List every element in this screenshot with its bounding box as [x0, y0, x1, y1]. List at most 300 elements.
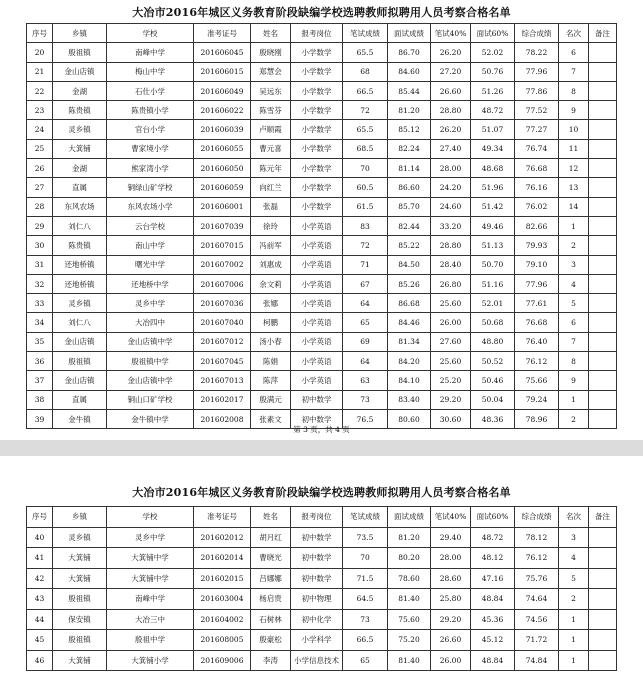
table-cell: 50.70 [471, 255, 515, 274]
table-cell: 还地桥中学 [107, 274, 194, 293]
column-header: 综合成绩 [515, 24, 559, 43]
table-cell: 51.13 [471, 236, 515, 255]
table-cell: 5 [559, 294, 589, 313]
table-cell: 82.24 [388, 139, 431, 158]
table-cell: 25.20 [431, 371, 471, 390]
table-cell: 南山中学 [107, 236, 194, 255]
table-row [27, 101, 617, 120]
table-cell: 柯鹏 [251, 313, 291, 332]
table-cell: 48.72 [471, 101, 515, 120]
table-cell: 1 [559, 630, 589, 651]
table-cell: 小学数学 [291, 62, 343, 81]
table-row [27, 390, 617, 409]
table-cell: 28 [27, 197, 53, 216]
table-cell [589, 236, 617, 255]
table-cell: 小学数学 [291, 197, 343, 216]
table-row [27, 62, 617, 81]
table-cell: 63 [343, 371, 388, 390]
table-cell: 26.60 [431, 81, 471, 100]
table-cell: 金牛镇 [53, 409, 107, 428]
column-header: 备注 [589, 24, 617, 43]
table-cell: 82.44 [388, 216, 431, 235]
table-cell: 49.34 [471, 139, 515, 158]
table-row [27, 216, 617, 235]
table-cell [589, 43, 617, 62]
table-row [27, 589, 617, 610]
page-separator [0, 440, 643, 456]
table-cell: 48.80 [471, 332, 515, 351]
table-cell: 72 [343, 101, 388, 120]
table-cell: 直属 [53, 178, 107, 197]
table-cell: 初中物理 [291, 589, 343, 610]
table-cell: 卢顺霞 [251, 120, 291, 139]
table-cell: 201606045 [194, 43, 251, 62]
table-cell: 初中数学 [291, 548, 343, 569]
column-header: 报考岗位 [291, 24, 343, 43]
table-cell: 灵乡中学 [107, 527, 194, 548]
table-cell: 26.80 [431, 274, 471, 293]
table-cell: 25.80 [431, 589, 471, 610]
table-cell: 77.96 [515, 274, 559, 293]
table-cell: 大箕铺 [53, 548, 107, 569]
table-cell: 30.60 [431, 409, 471, 428]
table-cell: 201604002 [194, 609, 251, 630]
column-header: 笔试40% [431, 24, 471, 43]
table-cell: 29.20 [431, 390, 471, 409]
table-cell: 82.66 [515, 216, 559, 235]
table-cell: 71 [343, 255, 388, 274]
table-cell: 65.5 [343, 120, 388, 139]
table-cell: 张娜 [251, 294, 291, 313]
table-cell: 殷祖镇 [53, 43, 107, 62]
table-cell: 47.16 [471, 568, 515, 589]
table-cell: 胡月红 [251, 527, 291, 548]
table-cell: 小学数学 [291, 81, 343, 100]
table-cell: 33 [27, 294, 53, 313]
table-cell: 29.40 [431, 527, 471, 548]
table-cell: 23 [27, 101, 53, 120]
table-row [27, 197, 617, 216]
table-cell [589, 568, 617, 589]
table-cell [589, 352, 617, 371]
table-cell: 81.20 [388, 101, 431, 120]
table-cell: 201607013 [194, 371, 251, 390]
table-cell: 60.5 [343, 178, 388, 197]
table-cell: 45.12 [471, 630, 515, 651]
column-header: 面试60% [471, 507, 515, 528]
table-cell: 刘惠成 [251, 255, 291, 274]
table-cell: 76.12 [515, 548, 559, 569]
table-cell: 75.76 [515, 568, 559, 589]
table-cell: 41 [27, 548, 53, 569]
table-cell: 28.40 [431, 255, 471, 274]
table-cell: 28.80 [431, 101, 471, 120]
table-header-row [27, 507, 617, 528]
table-row [27, 159, 617, 178]
table-cell: 小学英语 [291, 294, 343, 313]
table-cell: 大冶三中 [107, 609, 194, 630]
table-cell: 杨启贵 [251, 589, 291, 610]
table-cell: 201607015 [194, 236, 251, 255]
table-cell: 201607040 [194, 313, 251, 332]
table-cell: 小学英语 [291, 255, 343, 274]
table-cell: 6 [559, 43, 589, 62]
table-cell: 殷祖镇 [53, 352, 107, 371]
table-cell: 2 [559, 236, 589, 255]
table-cell: 1 [559, 216, 589, 235]
column-header: 笔试成绩 [343, 24, 388, 43]
table-cell: 75.20 [388, 630, 431, 651]
table-cell: 27 [27, 178, 53, 197]
table-cell: 50.68 [471, 313, 515, 332]
table-cell: 10 [559, 120, 589, 139]
table-cell: 南峰中学 [107, 43, 194, 62]
table-row [27, 332, 617, 351]
table-cell: 大箕铺 [53, 568, 107, 589]
table-cell: 曙光中学 [107, 255, 194, 274]
table-cell: 徐玲 [251, 216, 291, 235]
table-cell: 65 [343, 313, 388, 332]
table-cell: 29.20 [431, 609, 471, 630]
table-cell: 52.02 [471, 43, 515, 62]
table-cell: 大冶四中 [107, 313, 194, 332]
table-cell: 51.07 [471, 120, 515, 139]
column-header: 名次 [559, 507, 589, 528]
column-header: 面试成绩 [388, 507, 431, 528]
table-cell: 大箕铺 [53, 650, 107, 671]
table-cell: 36 [27, 352, 53, 371]
table-cell: 76.02 [515, 197, 559, 216]
table-cell: 大箕铺小学 [107, 650, 194, 671]
table-cell: 35 [27, 332, 53, 351]
table-cell: 75.60 [388, 609, 431, 630]
table-cell: 48.84 [471, 650, 515, 671]
table-cell: 74.56 [515, 609, 559, 630]
table-cell: 201607006 [194, 274, 251, 293]
table-cell: 汤小春 [251, 332, 291, 351]
table-row [27, 568, 617, 589]
table-cell: 曹元喜 [251, 139, 291, 158]
table-cell [589, 159, 617, 178]
table-cell: 曹晓光 [251, 548, 291, 569]
table-cell: 南峰中学 [107, 589, 194, 610]
table-cell: 86.60 [388, 178, 431, 197]
table-cell: 78.12 [515, 527, 559, 548]
column-header: 备注 [589, 507, 617, 528]
table-cell: 陈贵镇 [53, 101, 107, 120]
table-cell: 201606055 [194, 139, 251, 158]
table-cell: 84.20 [388, 352, 431, 371]
table-cell: 曹家境小学 [107, 139, 194, 158]
table-cell: 83 [343, 216, 388, 235]
table-cell: 吕娜娜 [251, 568, 291, 589]
table-cell: 79.93 [515, 236, 559, 255]
table-cell: 26.00 [431, 650, 471, 671]
table-cell: 25.60 [431, 294, 471, 313]
table-cell: 37 [27, 371, 53, 390]
table-cell: 小学英语 [291, 216, 343, 235]
table-cell: 85.70 [388, 197, 431, 216]
table-cell: 69 [343, 332, 388, 351]
table-cell: 86.70 [388, 43, 431, 62]
column-header: 学校 [107, 507, 194, 528]
table-cell: 24 [27, 120, 53, 139]
page-title: 大冶市2016年城区义务教育阶段缺编学校选聘教师拟聘用人员考察合格名单 [132, 6, 511, 19]
table-cell: 金牛镇中学 [107, 409, 194, 428]
table-cell [589, 527, 617, 548]
table-cell: 64.5 [343, 589, 388, 610]
table-cell: 7 [559, 62, 589, 81]
table-cell [589, 548, 617, 569]
table-cell: 陈雪芬 [251, 101, 291, 120]
table-cell: 76.12 [515, 352, 559, 371]
table-cell: 2 [559, 409, 589, 428]
table-cell: 金山店镇中学 [107, 332, 194, 351]
table-cell: 84.50 [388, 255, 431, 274]
table-cell: 32 [27, 274, 53, 293]
table-cell: 28.60 [431, 568, 471, 589]
table-cell: 小学数学 [291, 139, 343, 158]
table-cell: 26.20 [431, 43, 471, 62]
table-cell: 77.27 [515, 120, 559, 139]
table-cell: 3 [559, 255, 589, 274]
table-cell: 81.34 [388, 332, 431, 351]
table-cell [589, 120, 617, 139]
table-cell: 50.04 [471, 390, 515, 409]
table-cell: 73.5 [343, 527, 388, 548]
table-row [27, 313, 617, 332]
table-cell: 1 [559, 390, 589, 409]
table-cell: 49.46 [471, 216, 515, 235]
table-cell: 48.84 [471, 589, 515, 610]
table-row [27, 548, 617, 569]
table-cell: 石树林 [251, 609, 291, 630]
table-cell: 76.5 [343, 409, 388, 428]
table-cell [589, 178, 617, 197]
table-cell [589, 62, 617, 81]
table-cell: 81.14 [388, 159, 431, 178]
column-header: 报考岗位 [291, 507, 343, 528]
table-cell [589, 609, 617, 630]
table-cell: 201606050 [194, 159, 251, 178]
column-header: 学校 [107, 24, 194, 43]
table-cell: 75.66 [515, 371, 559, 390]
table-cell: 76.68 [515, 313, 559, 332]
table-cell [589, 101, 617, 120]
table-cell: 77.52 [515, 101, 559, 120]
page-title: 大冶市2016年城区义务教育阶段缺编学校选聘教师拟聘用人员考察合格名单 [132, 486, 511, 499]
table-cell: 小学英语 [291, 352, 343, 371]
table-cell: 保安镇 [53, 609, 107, 630]
table-cell: 70 [343, 159, 388, 178]
table-cell: 殷祖镇 [53, 630, 107, 651]
table-cell: 76.68 [515, 159, 559, 178]
table-cell: 61.5 [343, 197, 388, 216]
table-cell: 小学英语 [291, 274, 343, 293]
table-cell: 84.10 [388, 371, 431, 390]
table-cell: 79.10 [515, 255, 559, 274]
table-cell: 48.12 [471, 548, 515, 569]
table-cell [589, 139, 617, 158]
table-cell: 小学数学 [291, 43, 343, 62]
table-row [27, 255, 617, 274]
table-cell: 14 [559, 197, 589, 216]
table-cell: 66.5 [343, 630, 388, 651]
table-cell: 44 [27, 609, 53, 630]
table-cell [589, 274, 617, 293]
table-cell: 70 [343, 548, 388, 569]
table-row [27, 274, 617, 293]
table-cell: 28.80 [431, 236, 471, 255]
table-cell [589, 197, 617, 216]
page-footer: 第 3 页，共 4 页 [293, 425, 350, 434]
table-cell: 陈元年 [251, 159, 291, 178]
table-cell: 24.20 [431, 178, 471, 197]
table-cell: 铜山口矿学校 [107, 390, 194, 409]
table-cell: 51.16 [471, 274, 515, 293]
table-cell: 金湖 [53, 81, 107, 100]
table-cell: 45.36 [471, 609, 515, 630]
table-cell: 3 [559, 527, 589, 548]
table-cell: 27.40 [431, 139, 471, 158]
table-cell: 76.16 [515, 178, 559, 197]
table-cell: 小学数学 [291, 101, 343, 120]
table-cell: 76.40 [515, 332, 559, 351]
table-cell: 27.60 [431, 332, 471, 351]
table-cell: 28.00 [431, 159, 471, 178]
table-cell: 灵乡镇 [53, 527, 107, 548]
table-cell: 78.60 [388, 568, 431, 589]
table-cell: 金山店镇 [53, 371, 107, 390]
table-cell [589, 81, 617, 100]
table-header-row [27, 24, 617, 43]
table-cell: 201606059 [194, 178, 251, 197]
table-cell: 201602015 [194, 568, 251, 589]
table-cell: 小学英语 [291, 236, 343, 255]
table-cell: 灵乡中学 [107, 294, 194, 313]
table-cell: 初中化学 [291, 609, 343, 630]
table-cell [589, 650, 617, 671]
table-cell: 4 [559, 548, 589, 569]
table-cell: 77.86 [515, 81, 559, 100]
table-cell: 还地桥镇 [53, 274, 107, 293]
table-cell: 71.72 [515, 630, 559, 651]
table-cell: 大箕铺 [53, 139, 107, 158]
table-cell: 201606049 [194, 81, 251, 100]
table-cell: 74.64 [515, 589, 559, 610]
table-cell: 22 [27, 81, 53, 100]
table-cell: 50.76 [471, 62, 515, 81]
table-cell [589, 390, 617, 409]
page-4 [0, 456, 643, 677]
table-cell: 29 [27, 216, 53, 235]
table-cell: 33.20 [431, 216, 471, 235]
table-cell: 灵乡镇 [53, 120, 107, 139]
table-cell: 201606001 [194, 197, 251, 216]
table-cell: 201607036 [194, 294, 251, 313]
table-row [27, 630, 617, 651]
column-header: 面试成绩 [388, 24, 431, 43]
table-cell: 28.00 [431, 548, 471, 569]
column-header: 姓名 [251, 24, 291, 43]
table-cell: 68.5 [343, 139, 388, 158]
table-cell: 85.26 [388, 274, 431, 293]
table-cell: 201607039 [194, 216, 251, 235]
table-cell: 34 [27, 313, 53, 332]
table-cell: 东风农场小学 [107, 197, 194, 216]
results-table [26, 506, 617, 671]
table-cell [589, 216, 617, 235]
table-cell: 刘仁八 [53, 216, 107, 235]
column-header: 姓名 [251, 507, 291, 528]
column-header: 准考证号 [194, 24, 251, 43]
table-cell: 11 [559, 139, 589, 158]
table-cell: 小学数学 [291, 120, 343, 139]
table-cell: 48.36 [471, 409, 515, 428]
table-cell: 6 [559, 313, 589, 332]
table-cell: 77.96 [515, 62, 559, 81]
table-cell: 73 [343, 390, 388, 409]
table-cell: 65 [343, 650, 388, 671]
table-cell: 201602008 [194, 409, 251, 428]
table-cell: 86.68 [388, 294, 431, 313]
table-cell: 78.22 [515, 43, 559, 62]
table-row [27, 236, 617, 255]
table-cell: 小学数学 [291, 159, 343, 178]
table-cell: 官台小学 [107, 120, 194, 139]
table-cell: 熊家湾小学 [107, 159, 194, 178]
table-cell: 还地桥镇 [53, 255, 107, 274]
table-cell: 51.26 [471, 81, 515, 100]
table-cell: 39 [27, 409, 53, 428]
table-cell: 初中数学 [291, 568, 343, 589]
table-cell: 陈贵镇 [53, 236, 107, 255]
table-cell: 25.60 [431, 352, 471, 371]
table-cell: 45 [27, 630, 53, 651]
table-cell: 金山店镇中学 [107, 371, 194, 390]
table-cell: 金山店镇 [53, 332, 107, 351]
table-cell: 陈娟 [251, 352, 291, 371]
table-cell: 5 [559, 568, 589, 589]
table-cell: 27.20 [431, 62, 471, 81]
table-cell: 陈萍 [251, 371, 291, 390]
table-row [27, 120, 617, 139]
table-cell: 74.84 [515, 650, 559, 671]
table-cell: 48.68 [471, 159, 515, 178]
table-cell: 68 [343, 62, 388, 81]
table-cell: 84.60 [388, 62, 431, 81]
table-cell: 67 [343, 274, 388, 293]
column-header: 笔试成绩 [343, 507, 388, 528]
table-cell: 201606015 [194, 62, 251, 81]
table-cell: 13 [559, 178, 589, 197]
table-cell: 余文莉 [251, 274, 291, 293]
table-cell: 陈贵镇小学 [107, 101, 194, 120]
table-cell: 43 [27, 589, 53, 610]
column-header: 面试60% [471, 24, 515, 43]
table-cell: 80.20 [388, 548, 431, 569]
table-row [27, 609, 617, 630]
table-cell: 81.20 [388, 527, 431, 548]
column-header: 综合成绩 [515, 507, 559, 528]
table-cell: 85.44 [388, 81, 431, 100]
table-cell: 201606022 [194, 101, 251, 120]
table-row [27, 371, 617, 390]
table-row [27, 139, 617, 158]
table-cell: 殷满元 [251, 390, 291, 409]
table-cell: 25 [27, 139, 53, 158]
results-table [26, 23, 617, 429]
